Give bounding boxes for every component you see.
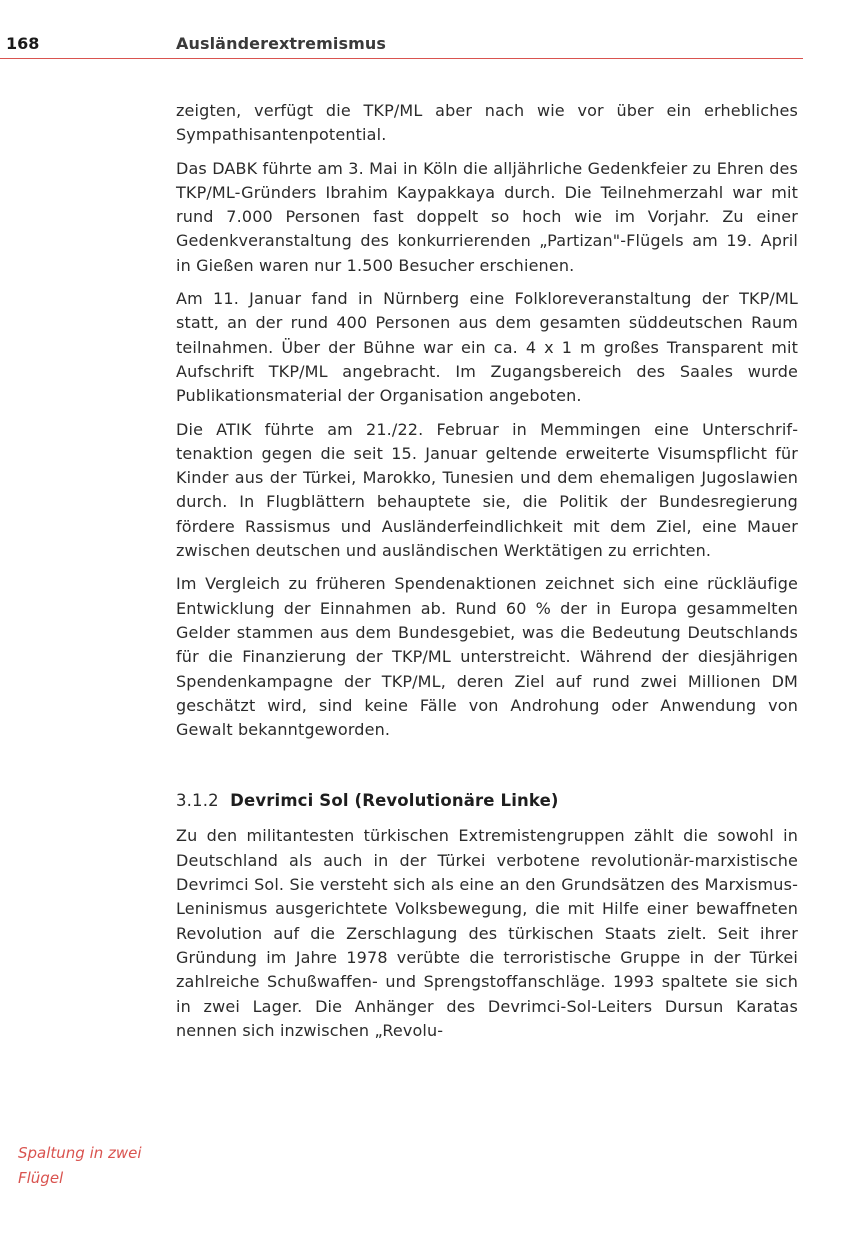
section-paragraph: Zu den militantesten türkischen Extremistengruppen zählt die sowohl in Deutschland als auch in der Türkei verbotene revolutionär-marxistische Devrimci Sol. Sie versteht sich als eine an den Grundsätzen des Marxismus-Leninismus ausgerichtete Volksbewegung, die mit Hilfe einer bewaffneten Revolution auf die Zerschlagung des türkischen Staats zielt. Seit ihrer Gründung im Jahre 1978 verübte die terroristische Gruppe in der Türkei zahlreiche Schußwaffen- und Sprengstoffanschläge. 1993 spaltete sie sich in zwei Lager. Die Anhänger des Devrimci-Sol-Leiters Dursun Karatas nennen sich inzwischen „Revolu- (176, 826, 798, 1040)
paragraph: Das DABK führte am 3. Mai in Köln die alljährliche Gedenkfeier zu Ehren des TKP/ML-Gründers Ibrahim Kaypakkaya durch. Die Teilnehmerzahl war mit rund 7.000 Personen fast doppelt so hoch wie im Vorjahr. Zu einer Gedenkveranstaltung des konkurrierenden „Partizan"-Flügels am 19. April in Gießen waren nur 1.500 Besucher erschienen. (176, 158, 798, 275)
page-number: 168 (6, 34, 40, 53)
main-text-column (176, 99, 798, 1052)
section-title: Devrimci Sol (Revolutionäre Linke) (230, 791, 559, 811)
header-rule (0, 58, 803, 59)
section-heading (176, 788, 798, 814)
paragraph: Am 11. Januar fand in Nürnberg eine Folkloreveranstaltung der TKP/ML statt, an der rund 400 Personen aus dem gesamten süddeutschen Raum teilnahmen. Über der Bühne war ein ca. 4 x 1 m großes Transparent mit Aufschrift TKP/ML angebracht. Im Zugangsbereich des Saales wurde Publikationsmaterial der Organisation angeboten. (176, 289, 798, 406)
section-number: 3.1.2 (176, 791, 219, 811)
paragraph: Im Vergleich zu früheren Spendenaktionen zeichnet sich eine rückläufige Entwicklung der Einnahmen ab. Rund 60 % der in Europa gesammelten Gelder stammen aus dem Bundesgebiet, was die Bedeutung Deutschlands für die Finanzierung der TKP/ML unterstreicht. Während der diesjährigen Spendenkampagne der TKP/ML, deren Ziel auf rund zwei Millionen DM geschätzt wird, sind keine Fälle von Androhung oder Anwendung von Gewalt bekanntgeworden. (176, 574, 798, 740)
paragraph: Die ATIK führte am 21./22. Februar in Memmingen eine Unterschriftenaktion gegen die seit 15. Januar geltende erweiterte Visumspflicht für Kinder aus der Türkei, Marokko, Tunesien und dem ehemaligen Jugoslawien durch. In Flugblättern behauptete sie, die Politik der Bundesregierung fördere Rassismus und Ausländerfeindlichkeit mit dem Ziel, eine Mauer zwischen deutschen und ausländischen Werktätigen zu errichten. (176, 419, 798, 561)
margin-note: Spaltung in zwei Flügel (18, 1144, 142, 1187)
running-header (0, 34, 810, 60)
paragraph: zeigten, verfügt die TKP/ML aber nach wie vor über ein erhebliches Sympathisantenpotential. (176, 101, 798, 145)
running-title: Ausländerextremismus (176, 34, 386, 53)
